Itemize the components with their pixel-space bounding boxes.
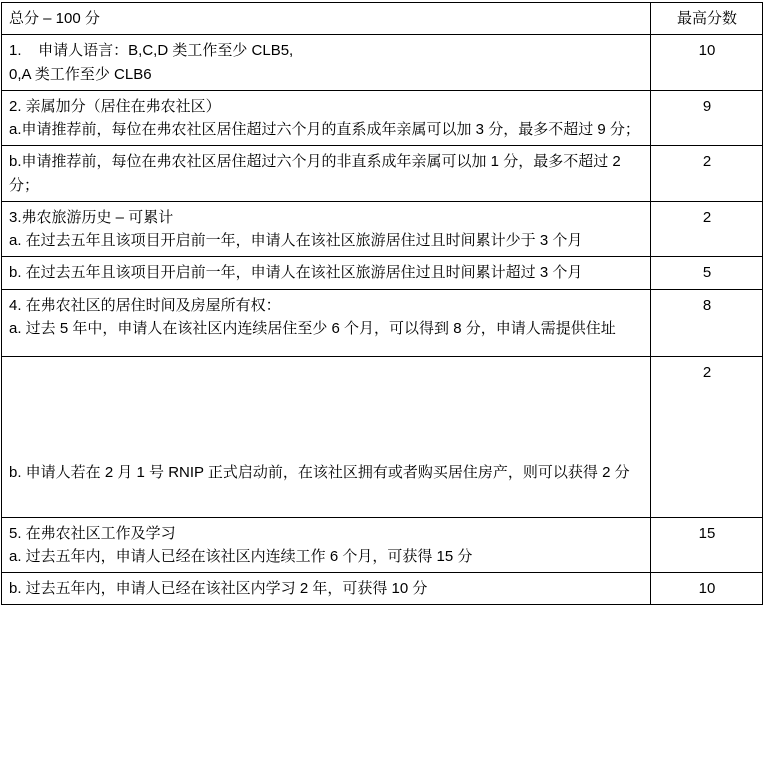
row-tourism-b-text bbox=[2, 257, 651, 289]
row-tourism-a-score: 2 bbox=[651, 201, 763, 257]
row-tourism-b bbox=[2, 257, 763, 289]
table-title-cell: 总分 – 100 分 bbox=[2, 3, 651, 35]
row-tourism-a-text bbox=[2, 201, 651, 257]
row-work-study-a-line-1: 5. 在弗农社区工作及学习 bbox=[9, 524, 176, 542]
row-residence-a-text bbox=[2, 289, 651, 356]
row-relatives-b-line-1: b.申请推荐前，每位在弗农社区居住超过六个月的非直系成年亲属可以加 1 分，最多不超过 2 分； bbox=[9, 153, 625, 194]
row-language-text bbox=[2, 35, 651, 91]
row-relatives-b-text bbox=[2, 146, 651, 202]
row-work-study-b-score: 10 bbox=[651, 573, 763, 605]
row-tourism-b-score: 5 bbox=[651, 257, 763, 289]
row-language-line-1: 1. 申请人语言：B,C,D 类工作至少 CLB5, bbox=[9, 42, 294, 60]
row-residence-b-text bbox=[2, 356, 651, 517]
row-residence-b bbox=[2, 356, 763, 517]
row-relatives-b bbox=[2, 146, 763, 202]
row-work-study-a-text bbox=[2, 517, 651, 573]
row-tourism-a-line-1: 3.弗农旅游历史 – 可累计 bbox=[9, 208, 174, 226]
row-residence-a-line-1: 4. 在弗农社区的居住时间及房屋所有权： bbox=[9, 296, 281, 314]
row-work-study-b-line-1: b. 过去五年内，申请人已经在该社区内学习 2 年，可获得 10 分 bbox=[9, 580, 428, 597]
row-work-study-a-score: 15 bbox=[651, 517, 763, 573]
row-residence-b-line-1: b. 申请人若在 2 月 1 号 RNIP 正式启动前，在该社区拥有或者购买居住房产，则可以获得 2 分 bbox=[9, 463, 630, 481]
row-relatives-a-score: 9 bbox=[651, 90, 763, 146]
score-header-cell: 最高分数 bbox=[651, 3, 763, 35]
table-body bbox=[2, 3, 763, 605]
row-language-line-2: 0,A 类工作至少 CLB6 bbox=[9, 65, 152, 83]
score-criteria-table bbox=[1, 2, 763, 605]
row-tourism-a bbox=[2, 201, 763, 257]
row-relatives-a-text bbox=[2, 90, 651, 146]
row-residence-b-score: 2 bbox=[651, 356, 763, 517]
table-header-row bbox=[2, 3, 763, 35]
row-relatives-a-line-2: a.申请推荐前，每位在弗农社区居住超过六个月的直系成年亲属可以加 3 分，最多不超过 9 分； bbox=[9, 121, 640, 138]
row-relatives-a bbox=[2, 90, 763, 146]
row-tourism-a-line-2: a. 在过去五年且该项目开启前一年，申请人在该社区旅游居住过且时间累计少于 3 个月 bbox=[9, 232, 583, 249]
row-work-study-b-text bbox=[2, 573, 651, 605]
document-page bbox=[0, 2, 764, 769]
row-work-study-a-line-2: a. 过去五年内，申请人已经在该社区内连续工作 6 个月，可获得 15 分 bbox=[9, 547, 473, 565]
row-tourism-b-line-1: b. 在过去五年且该项目开启前一年，申请人在该社区旅游居住过且时间累计超过 3 个月 bbox=[9, 264, 583, 282]
row-language-score: 10 bbox=[651, 35, 763, 91]
row-residence-b-spacer bbox=[9, 361, 644, 461]
row-work-study-a bbox=[2, 517, 763, 573]
row-relatives-b-score: 2 bbox=[651, 146, 763, 202]
row-relatives-a-line-1: 2. 亲属加分（居住在弗农社区） bbox=[9, 97, 221, 115]
row-work-study-b bbox=[2, 573, 763, 605]
row-residence-a-score: 8 bbox=[651, 289, 763, 356]
row-residence-a bbox=[2, 289, 763, 356]
row-language bbox=[2, 35, 763, 91]
row-residence-a-line-2: a. 过去 5 年中，申请人在该社区内连续居住至少 6 个月，可以得到 8 分，申请人需提供住址 bbox=[9, 319, 616, 337]
